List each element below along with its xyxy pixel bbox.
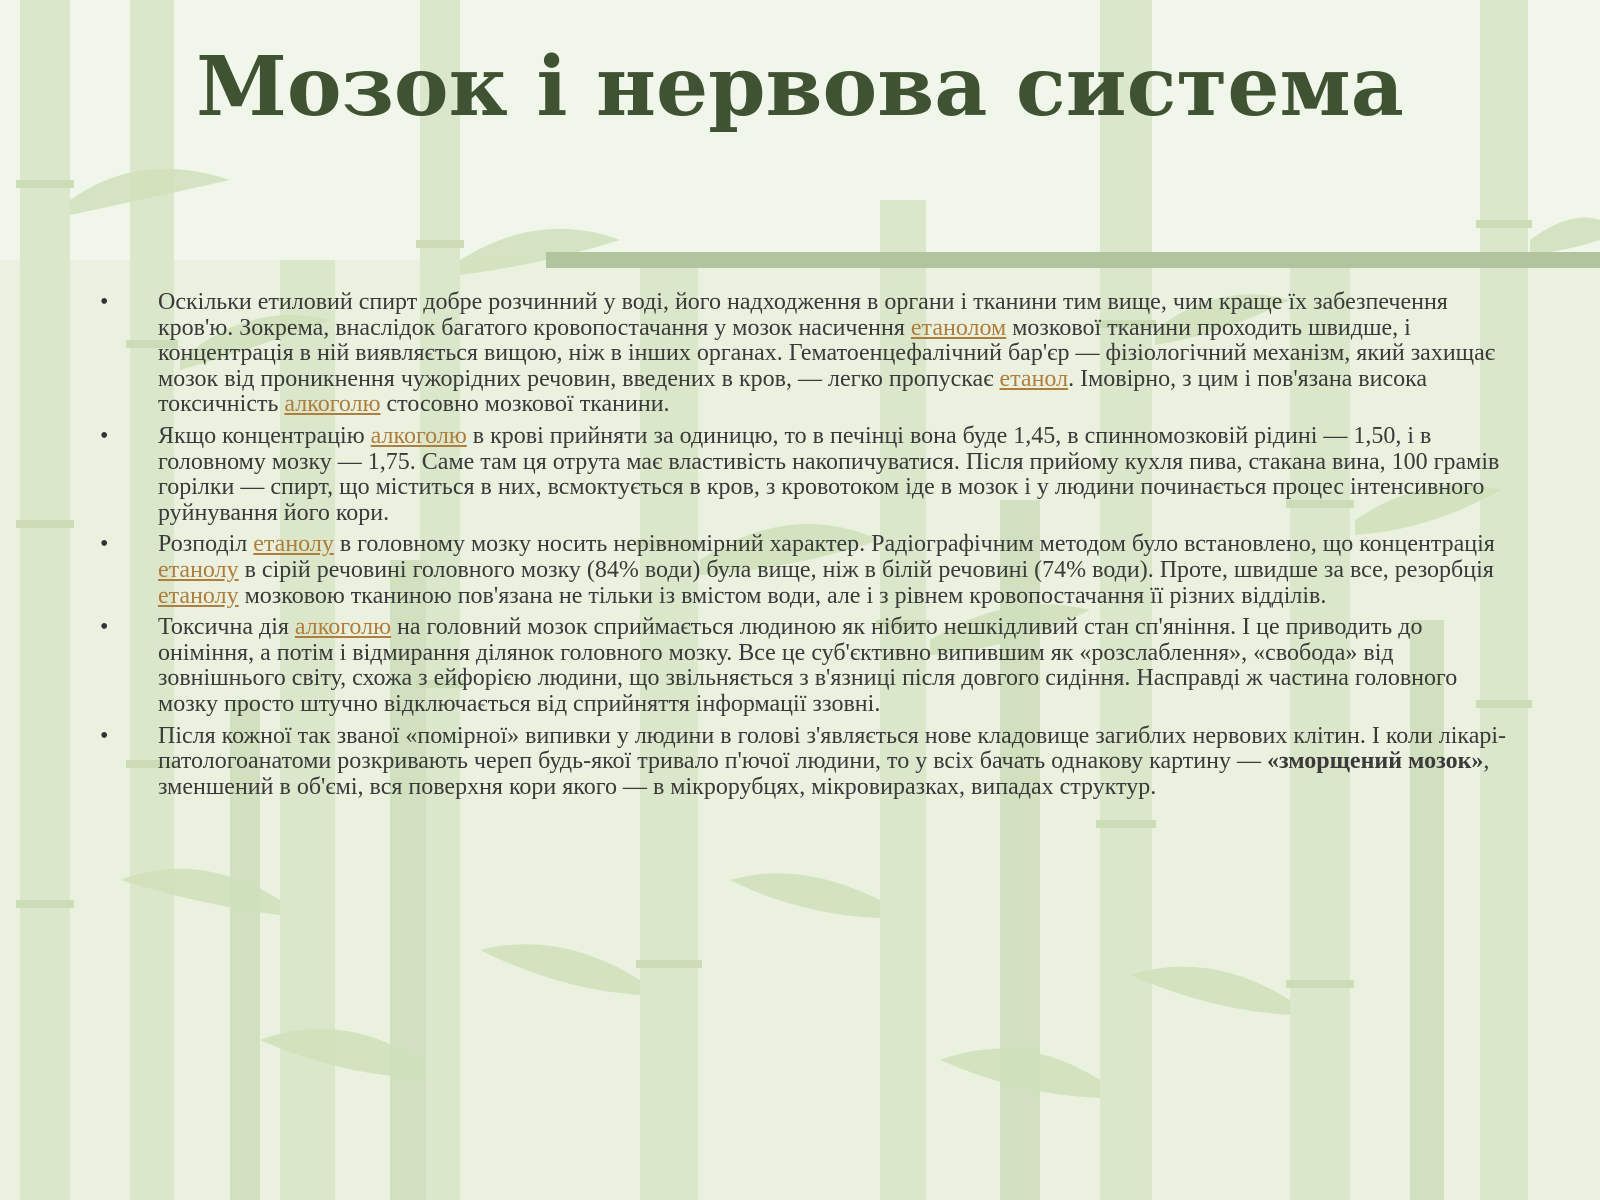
bold-emphasis: «зморщений мозок» [1266,748,1484,775]
link-alcohol[interactable]: алкоголю [284,391,381,418]
bullet-list [100,290,1510,806]
bullet-text: мозкової тканини проходить швидше, і концентрація в ній виявляється вищою, ніж в інших органах. Гематоенцефалічний бар'єр — фізіологічний механізм, який захищає мозок від проникнення чужорідних речовин, введених в кров, — легко пропускає [158,314,1496,392]
title-divider-bar [546,252,1600,268]
bullet-item [100,615,1510,717]
bullet-item [100,532,1510,609]
bullet-text: , зменшений в об'ємі, вся поверхня кори якого — в мікрорубцях, мікровиразках, випадах структур. [158,748,1490,800]
link-ethanol[interactable]: етанолу [158,582,239,609]
link-ethanol[interactable]: етанолу [253,531,334,558]
bullet-text: Розподіл [158,531,254,558]
link-ethanol[interactable]: етанолу [158,556,239,583]
slide-title: Мозок і нервова система [196,39,1404,135]
bullet-item [100,424,1510,526]
link-alcohol[interactable]: алкоголю [370,422,467,449]
bullet-item [100,290,1510,418]
bullet-text: Після кожної так званої «помірної» випивки у людини в голові з'являється нове кладовище загиблих нервових клітин. І коли лікарі-патологоанатоми розкривають череп будь-якої тривало п'ючої людини, то у всіх бачать однакову картину — [158,722,1507,775]
bullet-text: Оскільки етиловий спирт добре розчинний у воді, його надходження в органи і тканини тим вище, чим краще їх забезпечення кров'ю. Зокрема, внаслідок багатого кровопостачання у мозок насичення [158,289,1448,341]
link-ethanol[interactable]: етанол [999,365,1069,392]
bullet-text: на головний мозок сприймається людиною як нібито нешкідливий стан сп'яніння. І це приводить до оніміння, а потім і відмирання ділянок головного мозку. Все це суб'єктивно випившим як «розслаблення», «свобода» від зовнішнього світу, схожа з ейфорією людини, що звільняється з в'язниці після довгого сидіння. Насправді ж частина головного мозку просто штучно відключається від сприйняття інформації ззовні. [158,614,1458,717]
bullet-text: стосовно мозкової тканини. [380,391,670,418]
link-alcohol[interactable]: алкоголю [294,614,392,641]
bullet-text: в головному мозку носить нерівномірний характер. Радіографічним методом було встановлено, що концентрація [333,531,1495,558]
link-ethanol[interactable]: етанолом [910,314,1007,341]
bullet-item [100,724,1510,801]
bullet-text: . Імовірно, з цим і пов'язана висока токсичність [158,365,1428,418]
bullet-text: мозковою тканиною пов'язана не тільки із вмістом води, але і з рівнем кровопостачання її різних відділів. [238,582,1327,609]
bullet-text: Токсична дія [158,614,295,641]
bullet-text: Якщо концентрацію [158,422,371,449]
bullet-text: в крові прийняти за одиницю, то в печінці вона буде 1,45, в спинномозковій рідині — 1,50, і в головному мозку — 1,75. Саме там ця отрута має властивість накопичуватися. Після прийому кухля пива, стакана вина, 100 грамів горілки — спирт, що міститься в них, всмоктується в кров, з кровотоком іде в мозок і у людини починається процес інтенсивного руйнування його кори. [158,422,1500,526]
bullet-text: в сірій речовині головного мозку (84% води) була вище, ніж в білій речовині (74% води). Проте, швидше за все, резорбція [238,556,1494,583]
